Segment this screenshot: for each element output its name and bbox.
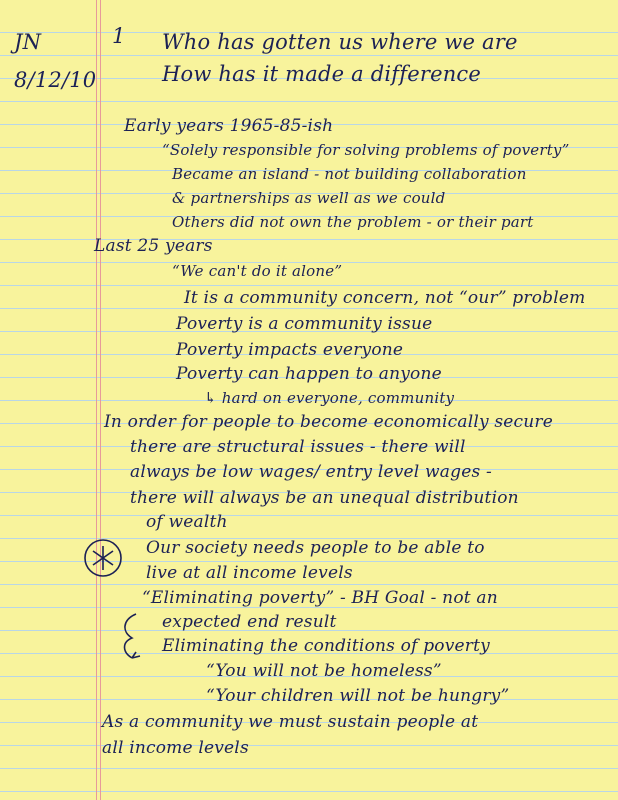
bracket-arrow-icon <box>118 612 142 662</box>
note-line: “Eliminating poverty” - BH Goal - not an <box>142 588 498 608</box>
note-line: Poverty impacts everyone <box>176 340 404 360</box>
note-line: ↳ hard on everyone, community <box>204 389 455 407</box>
circled-asterisk-icon <box>82 537 124 579</box>
note-line: Early years 1965-85-ish <box>124 116 334 136</box>
note-line: Became an island - not building collaboration <box>172 165 527 183</box>
note-line: Our society needs people to be able to <box>146 538 485 558</box>
note-line: Last 25 years <box>94 236 213 256</box>
note-line: live at all income levels <box>146 563 353 583</box>
note-line: “Solely responsible for solving problems of poverty” <box>162 141 570 159</box>
margin-line-right <box>100 0 101 800</box>
note-line: of wealth <box>146 512 228 532</box>
note-line: Poverty is a community issue <box>176 314 433 334</box>
note-line: & partnerships as well as we could <box>172 189 446 207</box>
heading-question-2: How has it made a difference <box>162 62 482 86</box>
note-line: there are structural issues - there will <box>130 437 466 457</box>
note-line: always be low wages/ entry level wages - <box>130 462 492 482</box>
note-line: expected end result <box>162 612 337 632</box>
note-line: Others did not own the problem - or their part <box>172 213 534 231</box>
note-line: It is a community concern, not “our” problem <box>184 288 586 308</box>
note-line: In order for people to become economically secure <box>104 412 554 432</box>
item-number: 1 <box>112 24 126 48</box>
margin-line-left <box>96 0 97 800</box>
note-line: all income levels <box>102 738 249 758</box>
note-line: “We can't do it alone” <box>172 262 343 280</box>
note-line: Eliminating the conditions of poverty <box>162 636 490 656</box>
date: 8/12/10 <box>14 68 97 92</box>
heading-question-1: Who has gotten us where we are <box>162 30 518 54</box>
note-line: As a community we must sustain people at <box>102 712 479 732</box>
note-line: Poverty can happen to anyone <box>176 364 442 384</box>
note-line: “You will not be homeless” <box>206 661 442 681</box>
note-line: there will always be an unequal distribution <box>130 488 519 508</box>
note-line: “Your children will not be hungry” <box>206 686 510 706</box>
initials: JN <box>14 30 42 54</box>
